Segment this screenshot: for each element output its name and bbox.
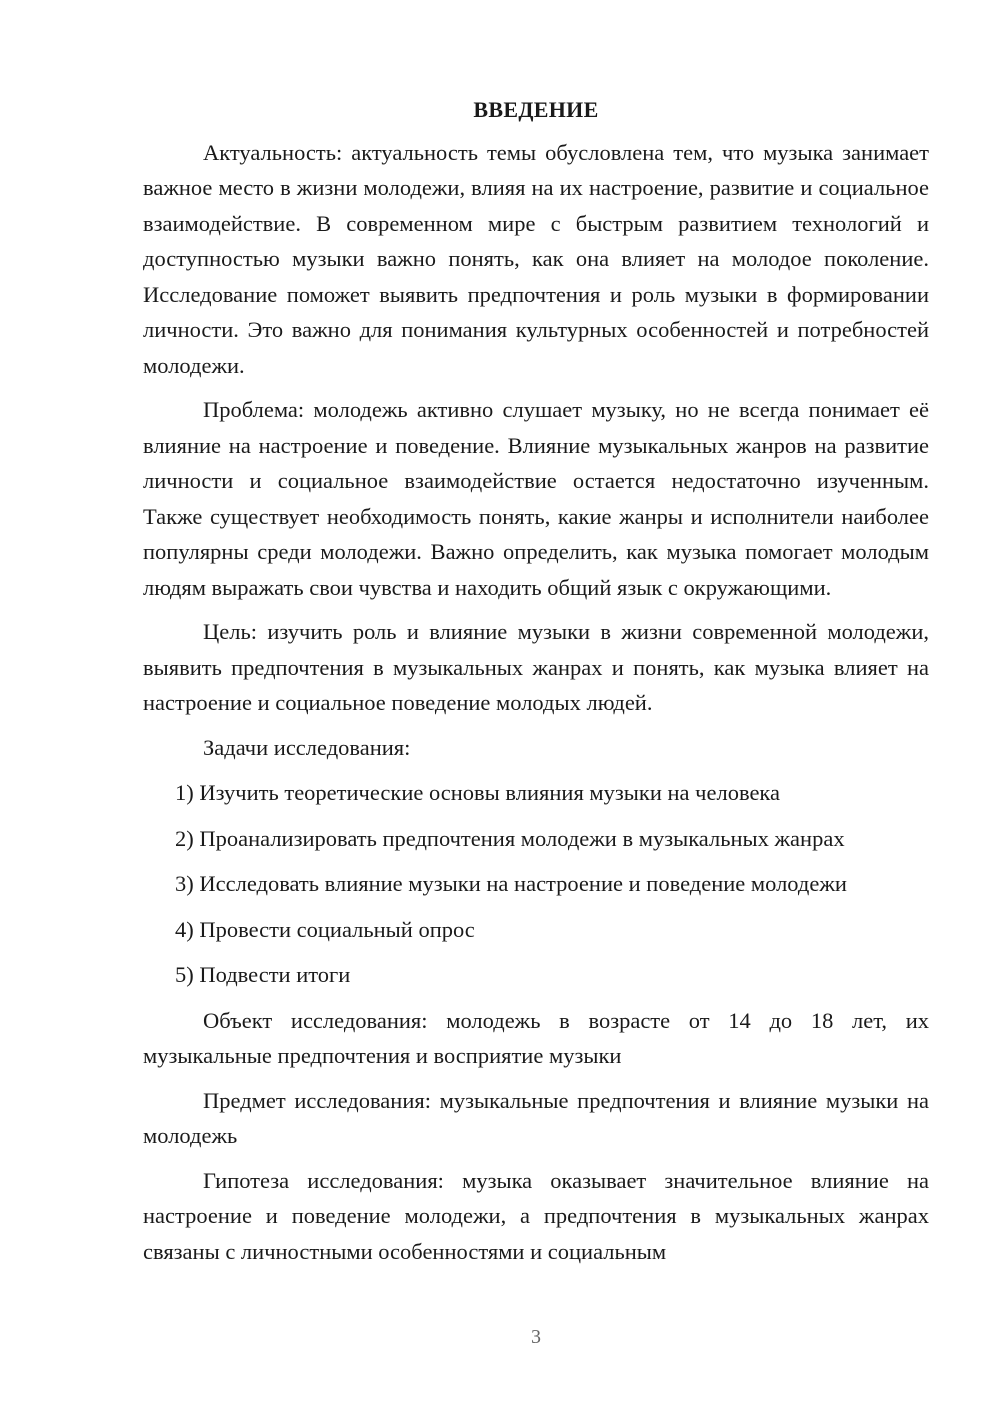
tasks-label: Задачи исследования: bbox=[203, 734, 411, 760]
relevance-paragraph: Актуальность: актуальность темы обусловлена тем, что музыка занимает важное место в жизни молодежи, влияя на их настроение, развитие и социальное взаимодействие. В современном мире с быстрым развитием технологий и доступностью музыки важно понять, как она влияет на молодое поколение. Исследование поможет выявить предпочтения и роль музыки в формировании личности. Это важно для понимания культурных особенностей и потребностей молодежи. bbox=[143, 139, 929, 378]
subject-paragraph: Предмет исследования: музыкальные предпочтения и влияние музыки на молодежь bbox=[143, 1087, 929, 1148]
tasks-list bbox=[143, 775, 929, 993]
hypothesis-paragraph: Гипотеза исследования: музыка оказывает значительное влияние на настроение и поведение молодежи, а предпочтения в музыкальных жанрах связаны с личностными особенностями и социальным bbox=[143, 1167, 929, 1264]
section-title: ВВЕДЕНИЕ bbox=[473, 97, 599, 122]
problem-paragraph: Проблема: молодежь активно слушает музыку, но не всегда понимает её влияние на настроение и поведение. Влияние музыкальных жанров на развитие личности и социальное взаимодействие остается недостаточно изученным. Также существует необходимость понять, какие жанры и исполнители наиболее популярны среди молодежи. Важно определить, как музыка помогает молодым людям выражать свои чувства и находить общий язык с окружающими. bbox=[143, 397, 929, 600]
task-item: 3) Исследовать влияние музыки на настроение и поведение молодежи bbox=[175, 871, 847, 896]
task-item: 2) Проанализировать предпочтения молодежи в музыкальных жанрах bbox=[175, 825, 845, 851]
task-item: 4) Провести социальный опрос bbox=[175, 916, 475, 942]
document-page bbox=[143, 92, 929, 1278]
page-number: 3 bbox=[531, 1326, 541, 1348]
task-item: 1) Изучить теоретические основы влияния музыки на человека bbox=[175, 780, 781, 805]
task-item: 5) Подвести итоги bbox=[175, 962, 351, 987]
goal-paragraph: Цель: изучить роль и влияние музыки в жизни современной молодежи, выявить предпочтения в музыкальных жанрах и понять, как музыка влияет на настроение и социальное поведение молодых людей. bbox=[143, 619, 929, 715]
object-paragraph: Объект исследования: молодежь в возрасте от 14 до 18 лет, их музыкальные предпочтения и восприятие музыки bbox=[143, 1007, 929, 1068]
